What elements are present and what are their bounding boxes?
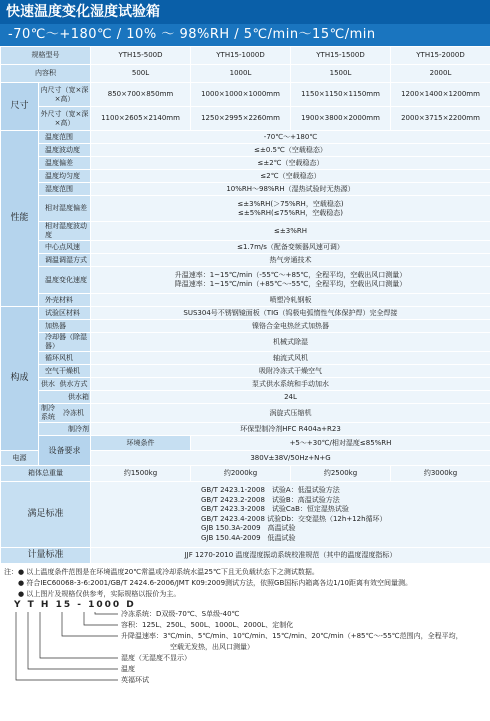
table-row [1, 107, 490, 131]
model-line: 温度 [121, 665, 135, 673]
weight-cell: 约3000kg [391, 466, 490, 482]
model-line: 英福环试 [121, 676, 149, 684]
inner-size-cell: 850×700×850mm [91, 83, 191, 107]
water-group-wrapper [39, 378, 91, 391]
model-line: 升降温速率：3℃/min、5℃/min、10℃/min、15℃/min、20℃/min（+85℃～-55℃范围内，全程平均， [121, 632, 463, 640]
inner-size-label: 内尺寸（宽×深×高） [39, 83, 91, 107]
req-label: 环境条件 [91, 436, 191, 451]
spec-table [0, 46, 490, 564]
perf-value-line: ≤±5%RH(≤75%RH，空载稳态) [238, 208, 343, 217]
table-row [1, 320, 490, 333]
inner-size-cell: 1000×1000×1000mm [191, 83, 291, 107]
table-row [1, 254, 490, 267]
cool-label: 制冷剂 [39, 423, 91, 436]
perf-value [91, 267, 490, 294]
note-item: ● 以上图片及规格仅供参考，实际规格以报价为主。 [18, 590, 181, 598]
table-row [1, 131, 490, 144]
perf-value [91, 196, 490, 222]
leader-line [28, 612, 118, 669]
perf-value: ≤1.7m/s（配备变频器风速可调） [91, 241, 490, 254]
perf-value: ≤±3%RH [91, 222, 490, 241]
table-row [1, 294, 490, 307]
build-value: 机械式除湿 [91, 333, 490, 352]
build-label: 冷却器（除湿器） [39, 333, 91, 352]
volume-cell: 2000L [391, 65, 490, 83]
page-title: 快速温度变化湿度试验箱 [0, 0, 490, 24]
model-cell: YTH15-2000D [391, 47, 490, 65]
model-cell: YTH15-500D [91, 47, 191, 65]
volume-cell: 1000L [191, 65, 291, 83]
leader-line [16, 612, 118, 680]
table-row [1, 144, 490, 157]
water-label: 供水箱 [39, 391, 91, 404]
outer-size-cell: 1900×3800×2000mm [291, 107, 391, 131]
volume-cell: 1500L [291, 65, 391, 83]
table-row [1, 307, 490, 320]
cool-group-wrapper [39, 404, 91, 423]
water-value: 24L [91, 391, 490, 404]
standard-item: GB/T 2423.3-2008 试验CaB：恒定湿热试验 [201, 505, 349, 513]
perf-label: 温度均匀度 [39, 170, 91, 183]
table-row [1, 241, 490, 254]
outer-size-cell: 1250×2995×2260mm [191, 107, 291, 131]
size-group-label: 尺寸 [1, 83, 39, 131]
table-row [1, 548, 490, 564]
perf-label: 相对湿度波动度 [39, 222, 91, 241]
perf-value: ≤2℃（空载稳态） [91, 170, 490, 183]
req-value: 380V±38V/50Hz+N+G [91, 451, 490, 466]
calibration-value: JJF 1270-2010 温度湿度振动系统校准规范（其中的温度湿度指标） [91, 548, 490, 564]
model-code-diagram [0, 600, 490, 688]
standard-item: GJB 150.3A-2009 高温试验 [201, 524, 296, 532]
perf-label: 温度变化速度 [39, 267, 91, 294]
leader-line [62, 612, 118, 636]
table-row [1, 157, 490, 170]
build-value: 轴流式风机 [91, 352, 490, 365]
perf-label: 温度范围 [39, 131, 91, 144]
table-row [1, 170, 490, 183]
perf-value: 热气旁通技术 [91, 254, 490, 267]
perf-label: 中心点风速 [39, 241, 91, 254]
water-value: 泵式供水系统和手动加水 [91, 378, 490, 391]
cool-value: 环保型制冷剂HFC R404a+R23 [91, 423, 490, 436]
weight-cell: 约2500kg [291, 466, 391, 482]
weight-label: 箱体总重量 [1, 466, 91, 482]
inner-size-cell: 1200×1400×1200mm [391, 83, 490, 107]
standards-label: 满足标准 [1, 482, 91, 548]
model-cell: YTH15-1000D [191, 47, 291, 65]
model-line: 冷冻系统：D双级-70℃、S单级-40℃ [121, 610, 240, 618]
build-value: 镍铬合金电热丝式加热器 [91, 320, 490, 333]
table-row [1, 222, 490, 241]
cool-subtable [39, 404, 90, 422]
perf-value: ≤±0.5℃（空载稳态） [91, 144, 490, 157]
volume-label: 内容积 [1, 65, 91, 83]
table-row [1, 267, 490, 294]
outer-size-label: 外尺寸（宽×深×高） [39, 107, 91, 131]
leader-line [95, 612, 118, 614]
outer-size-cell: 2000×3715×2200mm [391, 107, 490, 131]
standard-item: GB/T 2423.2-2008 试验B：高温试验方法 [201, 495, 340, 504]
req-value: +5～+30℃/相对湿度≤85%RH [191, 436, 490, 451]
volume-cell: 500L [91, 65, 191, 83]
standard-item: GB/T 2423.4-2008 试验Db：交变湿热（12h+12h循环） [201, 514, 387, 523]
table-row [1, 333, 490, 352]
water-group-label: 供水 [41, 379, 55, 388]
table-row [1, 482, 490, 548]
perf-label: 调温调湿方式 [39, 254, 91, 267]
table-row [1, 378, 490, 391]
table-row [1, 47, 490, 65]
calibration-label: 计量标准 [1, 548, 91, 564]
table-row [1, 183, 490, 196]
cool-group-label: 制冷系统 [41, 404, 55, 421]
perf-group-label: 性能 [1, 131, 39, 307]
table-row [39, 380, 90, 389]
table-row [1, 65, 490, 83]
table-row [1, 423, 490, 436]
perf-value-line: 降温速率：1~15℃/min（+85℃～-55℃，全程平均，空载出风口测量） [174, 280, 407, 288]
model-code: Y T H 15 - 1000 D [14, 600, 136, 610]
table-row [1, 196, 490, 222]
perf-value: ≤±2℃（空载稳态） [91, 157, 490, 170]
perf-label: 湿度范围 [39, 183, 91, 196]
build-label: 试验区材料 [39, 307, 91, 320]
perf-value-line: ≤±3%RH(＞75%RH，空载稳态) [237, 199, 344, 208]
req-group-label: 设备要求 [39, 436, 91, 466]
standards-list [91, 482, 490, 548]
water-subtable [39, 380, 90, 389]
note-item: 注：● 以上温度条件范围是在环境温度20℃常温或冷却系统水温25℃下且无负载状态下之测试数据。 [4, 568, 319, 576]
model-label: 规格型号 [1, 47, 91, 65]
table-row [1, 352, 490, 365]
perf-label: 温度波动度 [39, 144, 91, 157]
build-label: 循环风机 [39, 352, 91, 365]
table-row [1, 365, 490, 378]
perf-value-line: 升温速率：1~15℃/min（-55℃～+85℃，全程平均，空载出风口测量） [174, 271, 407, 279]
weight-cell: 约1500kg [91, 466, 191, 482]
perf-value: 10%RH～98%RH（湿热试验时无热源） [91, 183, 490, 196]
perf-value: -70℃～+180℃ [91, 131, 490, 144]
table-row [1, 466, 490, 482]
build-value: SUS304号不锈钢镜面板（TIG（钨极电弧惰性气体保护焊）完全焊接 [91, 307, 490, 320]
build-group-label: 构成 [1, 307, 39, 451]
model-line: 空载无发热，出风口测量） [170, 643, 254, 651]
table-row [1, 404, 490, 423]
build-label: 外壳材料 [39, 294, 91, 307]
standard-item: GB/T 2423.1-2008 试验A：低温试验方法 [201, 486, 340, 494]
table-row [39, 404, 90, 422]
perf-label: 相对湿度偏差 [39, 196, 91, 222]
build-label: 加热器 [39, 320, 91, 333]
cool-value: 涡旋式压缩机 [91, 404, 490, 423]
req-label: 电源 [1, 451, 39, 466]
build-value: 吸附冷冻式干燥空气 [91, 365, 490, 378]
cool-label: 冷冻机 [57, 404, 90, 422]
page-subtitle: -70℃～+180℃ / 10% ～ 98%RH / 5℃/min～15℃/min [0, 24, 490, 46]
table-row [1, 391, 490, 404]
model-line: 湿度（无湿度不显示） [121, 654, 191, 662]
table-row [1, 83, 490, 107]
perf-label: 温度偏差 [39, 157, 91, 170]
leader-line [40, 612, 118, 658]
inner-size-cell: 1150×1150×1150mm [291, 83, 391, 107]
build-value: 喷塑冷轧钢板 [91, 294, 490, 307]
model-cell: YTH15-1500D [291, 47, 391, 65]
model-line: 容积：125L、250L、500L、1000L、2000L、定制化 [121, 621, 294, 629]
notes-prefix: 注： [4, 568, 18, 576]
table-row [1, 436, 490, 451]
outer-size-cell: 1100×2605×2140mm [91, 107, 191, 131]
water-label: 供水方式 [57, 380, 90, 389]
build-label: 空气干燥机 [39, 365, 91, 378]
note-item: ● 符合IEC60068-3-6:2001/GB/T 2424.6-2006/JMT K09:2009测试方法，依照GB国标内箱离各边1/10距离有效空间量测。 [18, 579, 412, 587]
weight-cell: 约2000kg [191, 466, 291, 482]
notes [0, 564, 490, 600]
standard-item: GJB 150.4A-2009 低温试验 [201, 533, 296, 542]
